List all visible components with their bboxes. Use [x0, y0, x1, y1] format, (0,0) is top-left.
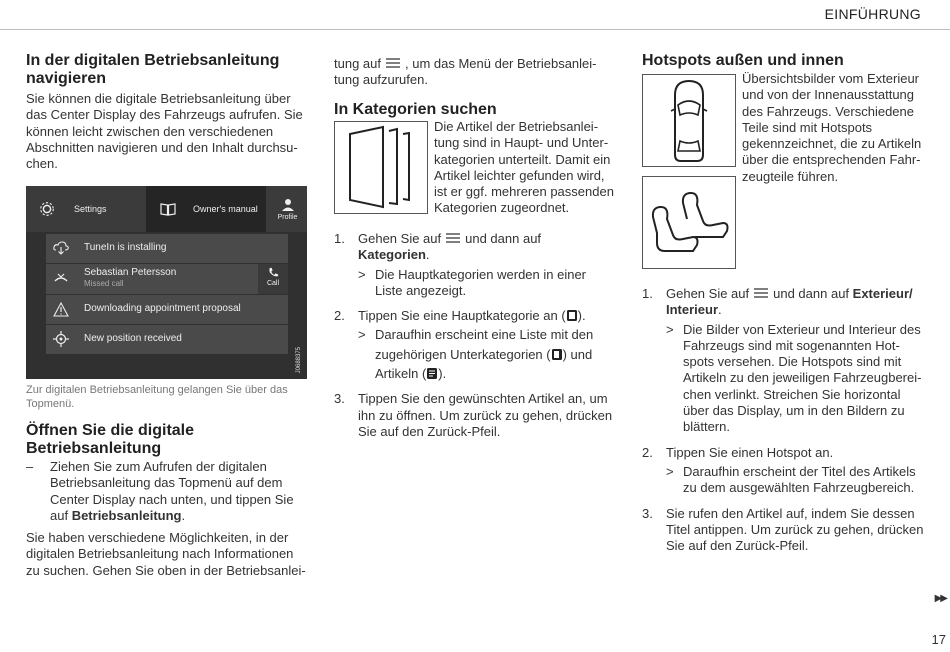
outro-line: zu suchen. Gehen Sie oben in der Betriebsanlei-: [26, 562, 306, 578]
step-2: [642, 445, 932, 461]
desc-line: über die entsprechenden Fahr-: [742, 152, 921, 168]
step-number: 1.: [334, 231, 345, 246]
text-span: Artikeln (: [375, 366, 427, 382]
notification-position: [46, 325, 288, 354]
result-line: Daraufhin erscheint der Titel des Artikels: [683, 463, 916, 479]
intro-line: chen.: [26, 156, 58, 172]
step-line: Sie auf den Zurück-Pfeil.: [666, 538, 809, 554]
notification-title: Downloading appointment proposal: [84, 303, 241, 314]
bullet-line: Center Display nach unten, und tippen Sie: [50, 491, 294, 507]
section-title: In der digitalen Betriebsanleitung navigieren: [26, 52, 280, 87]
bold-term: Interieur: [666, 302, 719, 318]
step-line: Tippen Sie den gewünschten Artikel an, um: [358, 391, 608, 407]
article-icon: [426, 367, 438, 380]
step-number: 3.: [642, 505, 653, 521]
result-marker: >: [666, 463, 674, 479]
desc-line: des Fahrzeugs. Verschiedene: [742, 103, 914, 119]
caption-line: Zur digitalen Betriebsanleitung gelangen Sie über das: [26, 384, 288, 396]
profile-icon: [281, 198, 295, 212]
settings-label: Settings: [74, 204, 107, 214]
step-number: 1.: [642, 286, 653, 301]
column-1: [26, 52, 308, 172]
result-line: [375, 366, 624, 382]
profile-label: Profile: [277, 213, 298, 221]
hotspots-description: [742, 71, 932, 185]
text-span: Gehen Sie auf: [666, 286, 750, 301]
notification-missed-call: [46, 264, 288, 294]
menu-icon: [753, 287, 769, 299]
gear-icon: [38, 200, 56, 218]
desc-line: Kategorien zugeordnet.: [434, 200, 570, 216]
desc-line: zeugteile führen.: [742, 168, 839, 184]
step-line: [358, 308, 624, 324]
settings-tab: [26, 186, 146, 232]
desc-line: Übersichtsbilder vom Exterieur: [742, 71, 920, 86]
step-1: [334, 231, 624, 264]
open-title-line: Betriebsanleitung: [26, 440, 162, 457]
bullet-dash: –: [26, 459, 34, 474]
subcategory-icon: [551, 348, 563, 361]
image-code: J0688375: [296, 347, 302, 374]
step-1-result: [334, 267, 624, 300]
owners-manual-label: Owner's manual: [193, 204, 258, 214]
bullet-item: [26, 459, 308, 524]
exterior-illustration: [642, 74, 736, 167]
result-line: blättern.: [683, 419, 730, 435]
page-number: 17: [931, 632, 946, 647]
notification-title: TuneIn is installing: [84, 242, 167, 253]
result-marker: >: [358, 266, 366, 282]
step-line: [358, 231, 624, 247]
intro-paragraph: [26, 91, 308, 172]
bullet-line: [50, 508, 308, 524]
continuation-line: [334, 56, 614, 72]
step-number: 2.: [642, 444, 653, 460]
step-2-result: [334, 327, 624, 382]
step-number: 2.: [334, 308, 345, 324]
text-span: Tippen Sie eine Hauptkategorie an (: [358, 308, 566, 324]
text-span: ) und: [562, 346, 593, 362]
intro-line: das Center Display des Fahrzeugs aufrufen. Sie: [26, 107, 303, 123]
intro-line: Sie können die digitale Betriebsanleitung über: [26, 91, 291, 106]
desc-line: Die Artikel der Betriebsanlei-: [434, 119, 599, 134]
open-title-line: Öffnen Sie die digitale: [26, 422, 195, 439]
column-2: [334, 56, 614, 119]
intro-line: Abschnitten navigieren und den Inhalt durchsu-: [26, 139, 298, 155]
step-line: ihn zu öffnen. Um zurück zu gehen, drücken: [358, 407, 613, 423]
caption-line: Topmenü.: [26, 398, 75, 410]
call-button: [258, 264, 288, 294]
image-caption: [26, 383, 308, 411]
categories-illustration: [334, 121, 428, 214]
call-label: Call: [266, 280, 280, 287]
result-marker: >: [358, 327, 366, 343]
section-header: EINFÜHRUNG: [824, 6, 921, 22]
hotspots-title: Hotspots außen und innen: [642, 52, 844, 69]
bold-term: Kategorien: [358, 247, 426, 263]
hotspots-steps: [642, 286, 932, 554]
continuation-line: tung aufzurufen.: [334, 72, 428, 88]
cloud-download-icon: [52, 239, 70, 257]
bold-term: Exterieur/: [852, 286, 913, 301]
notification-appointment: [46, 295, 288, 324]
step-line: Sie auf den Zurück-Pfeil.: [358, 423, 501, 439]
text-span: und dann auf: [465, 231, 542, 246]
intro-line: können leicht zwischen den verschiedenen: [26, 123, 274, 139]
step-2-result: [642, 464, 932, 497]
step-1-result: [642, 322, 932, 436]
notification-tunein: [46, 234, 288, 263]
bullet-line: Ziehen Sie zum Aufrufen der digitalen: [50, 459, 267, 474]
outro-line: Sie haben verschiedene Möglichkeiten, in der: [26, 530, 289, 546]
result-line: Daraufhin erscheint eine Liste mit den: [375, 327, 594, 343]
step-line: Sie rufen den Artikel auf, indem Sie dessen: [666, 505, 915, 521]
outro-paragraph: [26, 530, 308, 579]
center-display-image: [26, 186, 307, 379]
step-2: [334, 308, 624, 324]
desc-line: kategorien unterteilt. Damit ein: [434, 151, 611, 167]
next-page-marker: ▶▶: [934, 593, 946, 604]
display-top-bar: [26, 186, 307, 232]
step-line: Interieur.: [666, 302, 722, 318]
categories-description: [434, 119, 619, 217]
result-marker: >: [666, 321, 674, 337]
menu-icon: [385, 57, 401, 69]
step-line: Titel antippen. Um zurück zu gehen, drücken: [666, 521, 924, 537]
desc-line: tung sind in Haupt- und Unter-: [434, 135, 609, 151]
categories-steps: [334, 231, 624, 440]
menu-icon: [445, 232, 461, 244]
car-seats-icon: [643, 177, 735, 268]
result-line: [375, 347, 624, 363]
text-span: Gehen Sie auf: [358, 231, 442, 246]
owners-manual-tab: [146, 186, 266, 232]
car-top-view-icon: [643, 75, 735, 166]
phone-icon: [268, 267, 279, 278]
text-span: tung auf: [334, 56, 381, 71]
result-line: über das Display, um in den Bildern zu: [683, 403, 905, 419]
missed-call-icon: [52, 269, 70, 287]
warning-car-icon: [52, 300, 70, 318]
step-3: [334, 391, 624, 440]
main-category-icon: [566, 309, 578, 322]
result-line: Die Bilder von Exterieur und Interieur des: [683, 321, 921, 337]
step-line: [666, 286, 932, 302]
header-divider: [0, 29, 950, 30]
text-span: , um das Menü der Betriebsanlei-: [405, 56, 597, 71]
profile-tab: [268, 186, 307, 232]
result-line: Fahrzeugs sind mit sogenannten Hot-: [683, 337, 900, 353]
desc-line: gekennzeichnet, die zu Artikeln: [742, 136, 922, 152]
result-line: chen verlinkt. Streichen Sie horizontal: [683, 386, 901, 402]
text-span: und dann auf: [773, 286, 850, 301]
column-3: [642, 52, 924, 70]
text-span: auf: [50, 507, 72, 523]
book-icon: [160, 202, 176, 216]
desc-line: und von der Innenausstattung: [742, 87, 915, 103]
bullet-line: Betriebsanleitung das Topmenü auf dem: [50, 475, 283, 491]
desc-line: ist er ggf. mehreren passenden: [434, 184, 614, 200]
interior-illustration: [642, 176, 736, 269]
desc-line: Artikel leichter gefunden wird,: [434, 167, 605, 183]
text-span: ).: [438, 366, 447, 382]
result-line: Die Hauptkategorien werden in einer: [375, 266, 587, 282]
step-line: Tippen Sie einen Hotspot an.: [666, 444, 834, 460]
notification-title: Sebastian Petersson: [84, 267, 177, 278]
categories-title: In Kategorien suchen: [334, 100, 497, 118]
step-line: Kategorien.: [358, 247, 430, 263]
outro-line: digitalen Betriebsanleitung nach Informationen: [26, 546, 294, 562]
notification-title-block: [84, 267, 176, 289]
categories-icon: [335, 122, 427, 213]
bold-term: Betriebsanleitung: [71, 507, 182, 523]
result-line: zu dem ausgewählten Fahrzeugbereich.: [683, 480, 915, 496]
text-span: zugehörigen Unterkategorien (: [375, 346, 551, 362]
notification-subtitle: Missed call: [84, 279, 124, 288]
result-line: spots versehen. Die Hotspots sind mit: [683, 354, 902, 370]
notification-title: New position received: [84, 333, 182, 344]
step-number: 3.: [334, 391, 345, 407]
position-icon: [52, 330, 70, 348]
text-span: .: [181, 507, 186, 523]
open-section: [26, 422, 308, 579]
result-line: Liste angezeigt.: [375, 282, 467, 298]
text-span: ).: [577, 308, 586, 324]
step-3: [642, 506, 932, 555]
step-1: [642, 286, 932, 319]
result-line: Artikeln zu den jeweiligen Fahrzeugberei-: [683, 370, 922, 386]
desc-line: Teile sind mit Hotspots: [742, 119, 873, 135]
